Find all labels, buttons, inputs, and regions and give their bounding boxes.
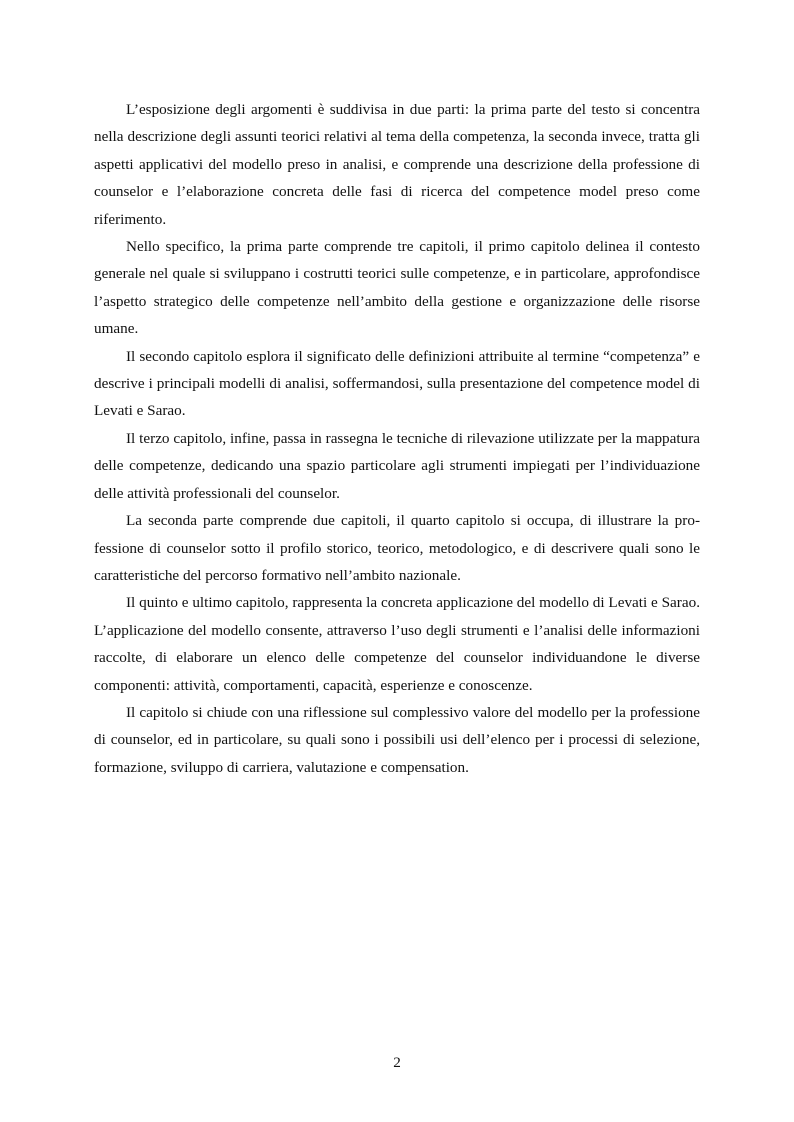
paragraph-intro: L’esposizione degli argomenti è suddivisa in due parti: la prima parte del testo si concentra nella descrizione degli assunti teorici relativi al tema della competenza, la seconda invece, tratta gli aspetti applicativi del modello preso in analisi, e comprende una descrizione della professione di counselor e l’elaborazione concreta delle fasi di ricerca del competence model preso come riferimento. (94, 101, 700, 228)
paragraph-part-two: La seconda parte comprende due capitoli, il quarto capitolo si occupa, di illustrare la professione di counselor sotto il profilo storico, teorico, metodologico, e di descrivere quali sono le caratteristiche del percorso formativo nell’ambito nazionale. (94, 512, 700, 584)
paragraph-chapter-two: Il secondo capitolo esplora il significato delle definizioni attribuite al termine “competenza” e descrive i principali modelli di analisi, soffermandosi, sulla presentazione del competence model di Levati e Sarao. (94, 347, 700, 420)
body-text (94, 96, 700, 781)
paragraph-conclusion: Il capitolo si chiude con una riflessione sul complessivo valore del modello per la professione di counselor, ed in particolare, su quali sono i possibili usi dell’elenco per i processi di selezione, formazione, sviluppo di carriera, valutazione e compensation. (94, 703, 700, 776)
page-number: 2 (393, 1054, 401, 1071)
paragraph-chapter-three: Il terzo capitolo, infine, passa in rassegna le tecniche di rilevazione utilizzate per la mappatura delle competenze, dedicando una spazio particolare agli strumenti impiegati per l’individuazione delle attività professionali del counselor. (94, 429, 700, 502)
paragraph-part-one: Nello specifico, la prima parte comprende tre capitoli, il primo capitolo delinea il contesto generale nel quale si sviluppano i costrutti teorici sulle competenze, e in particolare, approfondisce l’aspetto strategico delle competenze nell’ambito della gestione e organizzazione delle risorse umane. (94, 238, 700, 338)
paragraph-chapter-five: Il quinto e ultimo capitolo, rappresenta la concreta applicazione del modello di Levati e Sarao. L’applicazione del modello consente, attraverso l’uso degli strumenti e l’analisi delle informazioni raccolte, di elaborare un elenco delle competenze del counselor individuandone le diverse componenti: attività, comportamenti, capacità, esperienze e conoscenze. (94, 594, 700, 694)
